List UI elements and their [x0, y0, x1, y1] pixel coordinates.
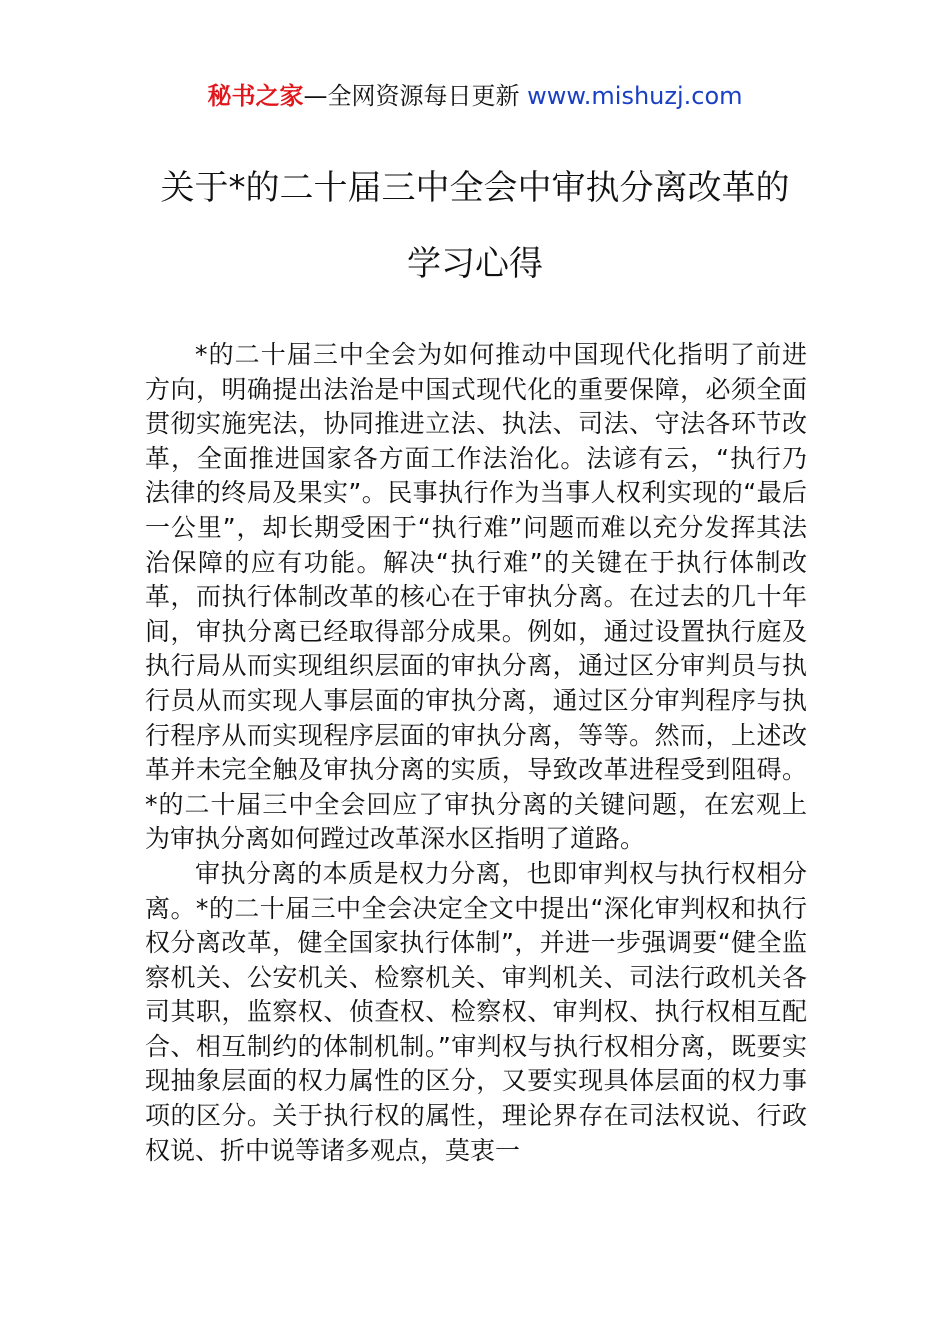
title-line-2: 学习心得 [407, 244, 543, 284]
paragraph-2: 审执分离的本质是权力分离，也即审判权与执行权相分离。*的二十届三中全会决定全文中提出“深化审判权和执行权分离改革，健全国家执行体制”，并进一步强调要“健全监察机关、公安机关、检察机关、审判机关、司法行政机关各司其职，监察权、侦查权、检察权、审判权、执行权相互配合、相互制约的体制机制。”审判权与执行权相分离，既要实现抽象层面的权力属性的区分，又要实现具体层面的权力事项的区分。关于执行权的属性，理论界存在司法权说、行政权说、折中说等诸多观点，莫衷一 [145, 858, 807, 1165]
header-tagline: —全网资源每日更新 [303, 82, 528, 110]
watermark-header [0, 78, 950, 114]
document-title [0, 150, 950, 302]
paragraph-1: *的二十届三中全会为如何推动中国现代化指明了前进方向，明确提出法治是中国式现代化的重要保障，必须全面贯彻实施宪法，协同推进立法、执法、司法、守法各环节改革，全面推进国家各方面工作法治化。法谚有云，“执行乃法律的终局及果实”。民事执行作为当事人权利实现的“最后一公里”，却长期受困于“执行难”问题而难以充分发挥其法治保障的应有功能。解决“执行难”的关键在于执行体制改革，而执行体制改革的核心在于审执分离。在过去的几十年间，审执分离已经取得部分成果。例如，通过设置执行庭及执行局从而实现组织层面的审执分离，通过区分审判员与执行员从而实现人事层面的审执分离，通过区分审判程序与执行程序从而实现程序层面的审执分离，等等。然而，上述改革并未完全触及审执分离的实质，导致改革进程受到阻碍。*的二十届三中全会回应了审执分离的关键问题，在宏观上为审执分离如何蹚过改革深水区指明了道路。 [145, 340, 807, 854]
site-url[interactable]: www.mishuzj.com [527, 82, 743, 110]
title-line-1: 关于*的二十届三中全会中审执分离改革的 [160, 168, 790, 208]
brand-name: 秘书之家 [207, 82, 304, 110]
document-body [145, 338, 807, 1168]
